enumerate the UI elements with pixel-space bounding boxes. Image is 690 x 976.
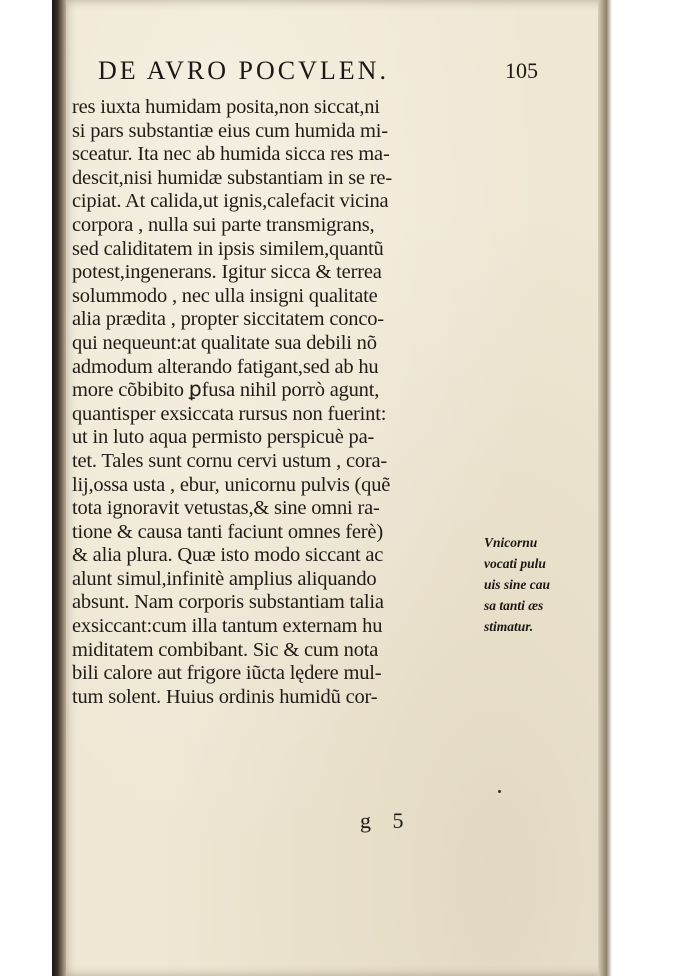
- text-line: descit,nisi humidæ substantiam in se re-: [72, 166, 392, 189]
- text-line: alia prædita , propter siccitatem conco-: [72, 308, 384, 331]
- text-line: more cõbibito ꝑfusa nihil porrò agunt,: [72, 379, 380, 402]
- marginal-note-line: uis sine cau: [484, 577, 551, 592]
- page-edge: [598, 0, 612, 976]
- text-line: sceatur. Ita nec ab humida sicca res ma-: [72, 143, 390, 166]
- text-line: & alia plura. Quæ isto modo siccant ac: [72, 544, 384, 567]
- signature-mark: g 5: [360, 808, 412, 833]
- text-line: miditatem combibant. Sic & cum nota: [72, 638, 379, 661]
- running-title: DE AVRO POCVLEN.: [98, 56, 389, 85]
- marginal-note-line: vocati pulu: [484, 556, 546, 571]
- text-line: tum solent. Huius ordinis humidũ cor-: [72, 685, 378, 708]
- text-line: qui nequeunt:at qualitate sua debili nõ: [72, 331, 377, 354]
- text-line: absunt. Nam corporis substantiam talia: [72, 591, 384, 614]
- text-line: potest,ingenerans. Igitur sicca & terrea: [72, 261, 382, 284]
- ink-dot: [498, 790, 501, 793]
- text-line: bili calore aut frigore iũcta lędere mul-: [72, 662, 382, 685]
- text-line: tione & causa tanti faciunt omnes ferè): [72, 520, 383, 543]
- text-line: quantisper exsiccata rursus non fuerint:: [72, 402, 387, 425]
- text-line: tet. Tales sunt cornu cervi ustum , cora-: [72, 449, 388, 472]
- text-line: si pars substantiæ eius cum humida mi-: [72, 119, 388, 142]
- marginal-note-line: stimatur.: [484, 619, 534, 634]
- text-line: admodum alterando fatigant,sed ab hu: [72, 355, 379, 378]
- page-header: [98, 56, 538, 90]
- text-line: corpora , nulla sui parte transmigrans,: [72, 213, 375, 236]
- marginal-note-line: Vnicornu: [484, 535, 538, 550]
- body-text: [72, 96, 482, 709]
- text-line: sed caliditatem in ipsis similem,quantũ: [72, 237, 384, 260]
- text-line: cipiat. At calida,ut ignis,calefacit vicina: [72, 190, 389, 213]
- page-number: 105: [505, 58, 538, 83]
- text-line: tota ignoravit vetustas,& sine omni ra-: [72, 497, 380, 520]
- marginal-note-line: sa tanti æs: [484, 598, 544, 613]
- text-line: ut in luto aqua permisto perspicuè pa-: [72, 426, 375, 449]
- spine-shadow: [52, 0, 66, 976]
- text-line: exsiccant:cum illa tantum externam hu: [72, 615, 383, 638]
- marginal-note: [484, 532, 582, 637]
- text-line: alunt simul,infinitè amplius aliquando: [72, 567, 377, 590]
- text-line: lij,ossa usta , ebur, unicornu pulvis (quẽ: [72, 473, 391, 496]
- text-line: solummodo , nec ulla insigni qualitate: [72, 284, 378, 307]
- text-line: res iuxta humidam posita,non siccat,ni: [72, 96, 380, 118]
